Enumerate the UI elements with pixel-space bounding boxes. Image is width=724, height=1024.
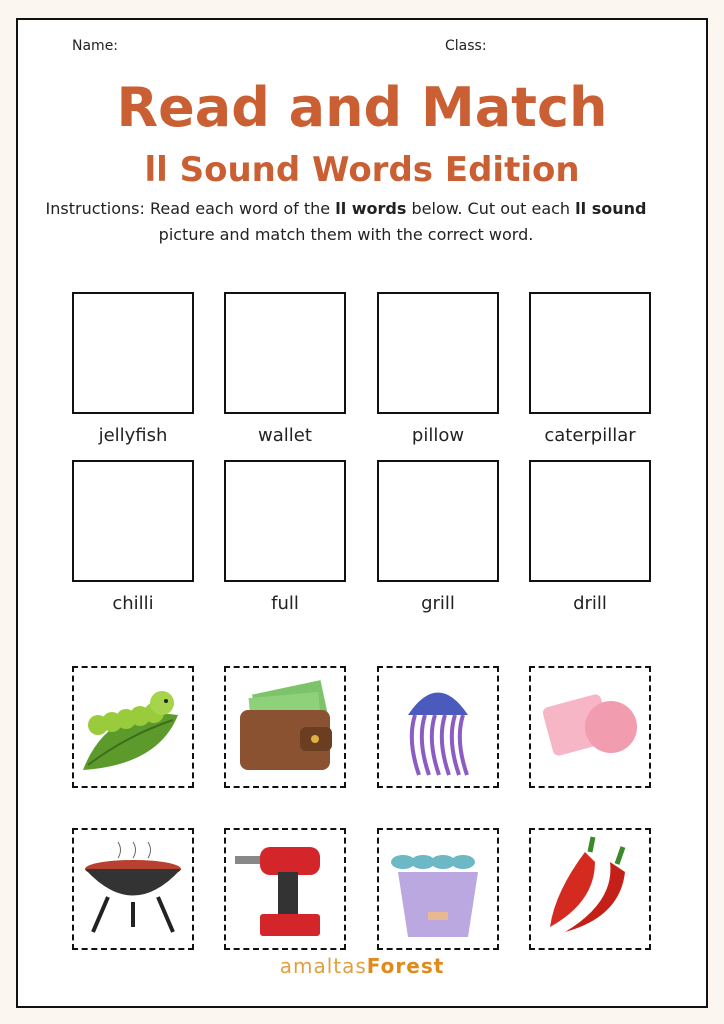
word-label: chilli xyxy=(112,593,154,614)
word-label: pillow xyxy=(411,425,465,446)
cutout-card-bucket-of-fish[interactable] xyxy=(377,828,499,950)
answer-box[interactable] xyxy=(377,460,499,582)
word-label: full xyxy=(271,593,299,614)
cutout-card-pillow[interactable] xyxy=(529,666,651,788)
class-label: Class: xyxy=(445,38,487,54)
cutout-card-chilli[interactable] xyxy=(529,828,651,950)
wallet-icon xyxy=(230,675,340,779)
name-label: Name: xyxy=(72,38,119,54)
grill-icon xyxy=(78,837,188,941)
cutout-card-drill[interactable] xyxy=(224,828,346,950)
instructions: Instructions: Read each word of the ll words below. Cut out each ll sound picture and match them with the correct word. xyxy=(45,199,647,244)
answer-box[interactable] xyxy=(72,460,194,582)
brand-logo: amaltasForest xyxy=(279,954,445,978)
page-title: Read and Match xyxy=(116,76,608,139)
page-subtitle: ll Sound Words Edition xyxy=(144,150,580,190)
pillow-icon xyxy=(535,675,645,779)
word-label: jellyfish xyxy=(98,425,168,446)
bucket-of-fish-icon xyxy=(383,832,493,946)
cutout-card-grill[interactable] xyxy=(72,828,194,950)
answer-box[interactable] xyxy=(377,292,499,414)
jellyfish-icon xyxy=(383,670,493,784)
cutout-card-wallet[interactable] xyxy=(224,666,346,788)
word-label: drill xyxy=(573,593,607,614)
word-label: caterpillar xyxy=(544,425,636,446)
cutout-card-jellyfish[interactable] xyxy=(377,666,499,788)
answer-box[interactable] xyxy=(224,292,346,414)
chilli-icon xyxy=(535,832,645,946)
answer-box[interactable] xyxy=(529,292,651,414)
word-label: grill xyxy=(421,593,455,614)
cutout-card-caterpillar[interactable] xyxy=(72,666,194,788)
answer-box[interactable] xyxy=(224,460,346,582)
caterpillar-icon xyxy=(78,675,188,779)
answer-box[interactable] xyxy=(529,460,651,582)
drill-icon xyxy=(230,832,340,946)
word-label: wallet xyxy=(258,425,312,446)
answer-box[interactable] xyxy=(72,292,194,414)
